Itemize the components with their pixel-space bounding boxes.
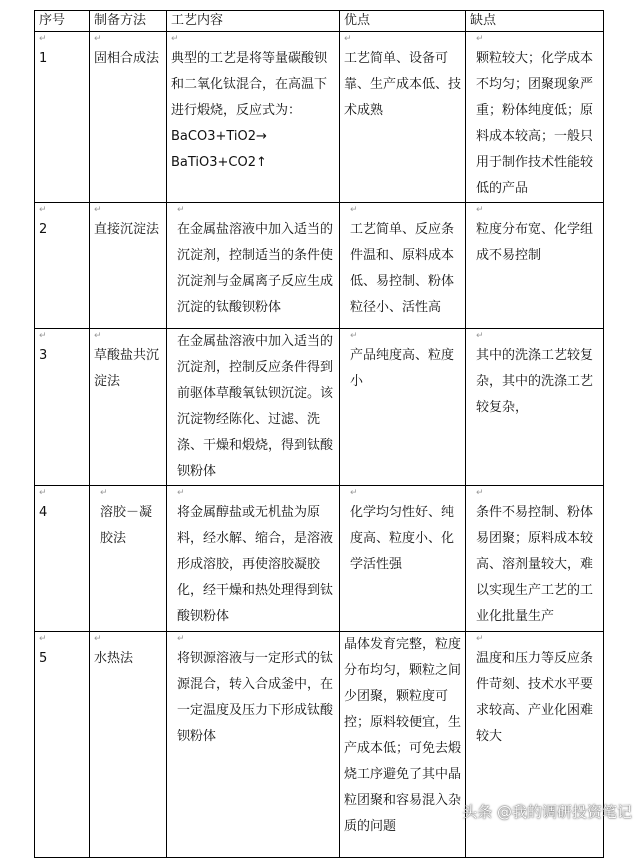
header-process: 工艺内容 (167, 11, 340, 32)
table-row (35, 632, 604, 858)
header-method: 制备方法 (90, 11, 167, 32)
table-row (35, 32, 604, 203)
cell-cons: ↵ 粒度分布宽、化学组成不易控制 (466, 203, 604, 329)
cell-cons: ↵ 颗粒较大；化学成本不均匀；团聚现象严重；粉体纯度低；原料成本较高；一般只用于制作技术性能较低的产品 (466, 32, 604, 203)
cell-cons: ↵ 条件不易控制、粉体易团聚；原料成本较高、溶剂量较大，难以实现生产工艺的工业化批量生产 (466, 486, 604, 632)
table-row (35, 486, 604, 632)
cell-method: ↵ 直接沉淀法 (90, 203, 167, 329)
header-pros: 优点 (340, 11, 466, 32)
header-cons: 缺点 (466, 11, 604, 32)
header-no: 序号 (35, 11, 90, 32)
cell-cons: ↵ 温度和压力等反应条件苛刻、技术水平要求较高、产业化困难较大 (466, 632, 604, 858)
cell-pros: ↵ 工艺简单、设备可靠、生产成本低、技术成熟 (340, 32, 466, 203)
cell-method: ↵ 固相合成法 (90, 32, 167, 203)
cell-pros: ↵ 产品纯度高、粒度小 (340, 329, 466, 486)
cell-pros: ↵ 化学均匀性好、纯度高、粒度小、化学活性强 (340, 486, 466, 632)
cell-no: ↵ 1 (35, 32, 90, 203)
preparation-methods-table (34, 10, 604, 858)
cell-method: ↵ 水热法 (90, 632, 167, 858)
cell-no: ↵ 3 (35, 329, 90, 486)
cell-process: ↵ 典型的工艺是将等量碳酸钡和二氧化钛混合，在高温下进行煅烧，反应式为：BaCO3+TiO2→ BaTiO3+CO2↑ (167, 32, 340, 203)
table-row (35, 203, 604, 329)
cell-no: ↵ 2 (35, 203, 90, 329)
cell-process: ↵ 在金属盐溶液中加入适当的沉淀剂，控制适当的条件使沉淀剂与金属离子反应生成沉淀的钛酸钡粉体 (167, 203, 340, 329)
cell-method: ↵ 溶胶－凝胶法 (90, 486, 167, 632)
cell-pros: ↵ 工艺简单、反应条件温和、原料成本低、易控制、粉体粒径小、活性高 (340, 203, 466, 329)
cell-process: ↵ 将钡源溶液与一定形式的钛源混合，转入合成釜中，在一定温度及压力下形成钛酸钡粉体 (167, 632, 340, 858)
table-row (35, 329, 604, 486)
cell-no: ↵ 4 (35, 486, 90, 632)
cell-pros: 晶体发育完整，粒度分布均匀，颗粒之间少团聚，颗粒度可控；原料较便宜，生产成本低；可免去煅烧工序避免了其中晶粒团聚和容易混入杂质的问题 (340, 632, 466, 858)
watermark: 头条 @我的调研投资笔记 (462, 803, 632, 821)
cell-cons: ↵ 其中的洗涤工艺较复杂，其中的洗涤工艺较复杂， (466, 329, 604, 486)
cell-method: ↵ 草酸盐共沉淀法 (90, 329, 167, 486)
cell-process: ↵ 将金属醇盐或无机盐为原料，经水解、缩合，是溶液形成溶胶，再使溶胶凝胶化，经干燥和热处理得到钛酸钡粉体 (167, 486, 340, 632)
cell-no: ↵ 5 (35, 632, 90, 858)
cell-process: 在金属盐溶液中加入适当的沉淀剂，控制反应条件得到前驱体草酸氧钛钡沉淀。该沉淀物经陈化、过滤、洗涤、干燥和煅烧，得到钛酸钡粉体 (167, 329, 340, 486)
table-header-row (35, 11, 604, 32)
